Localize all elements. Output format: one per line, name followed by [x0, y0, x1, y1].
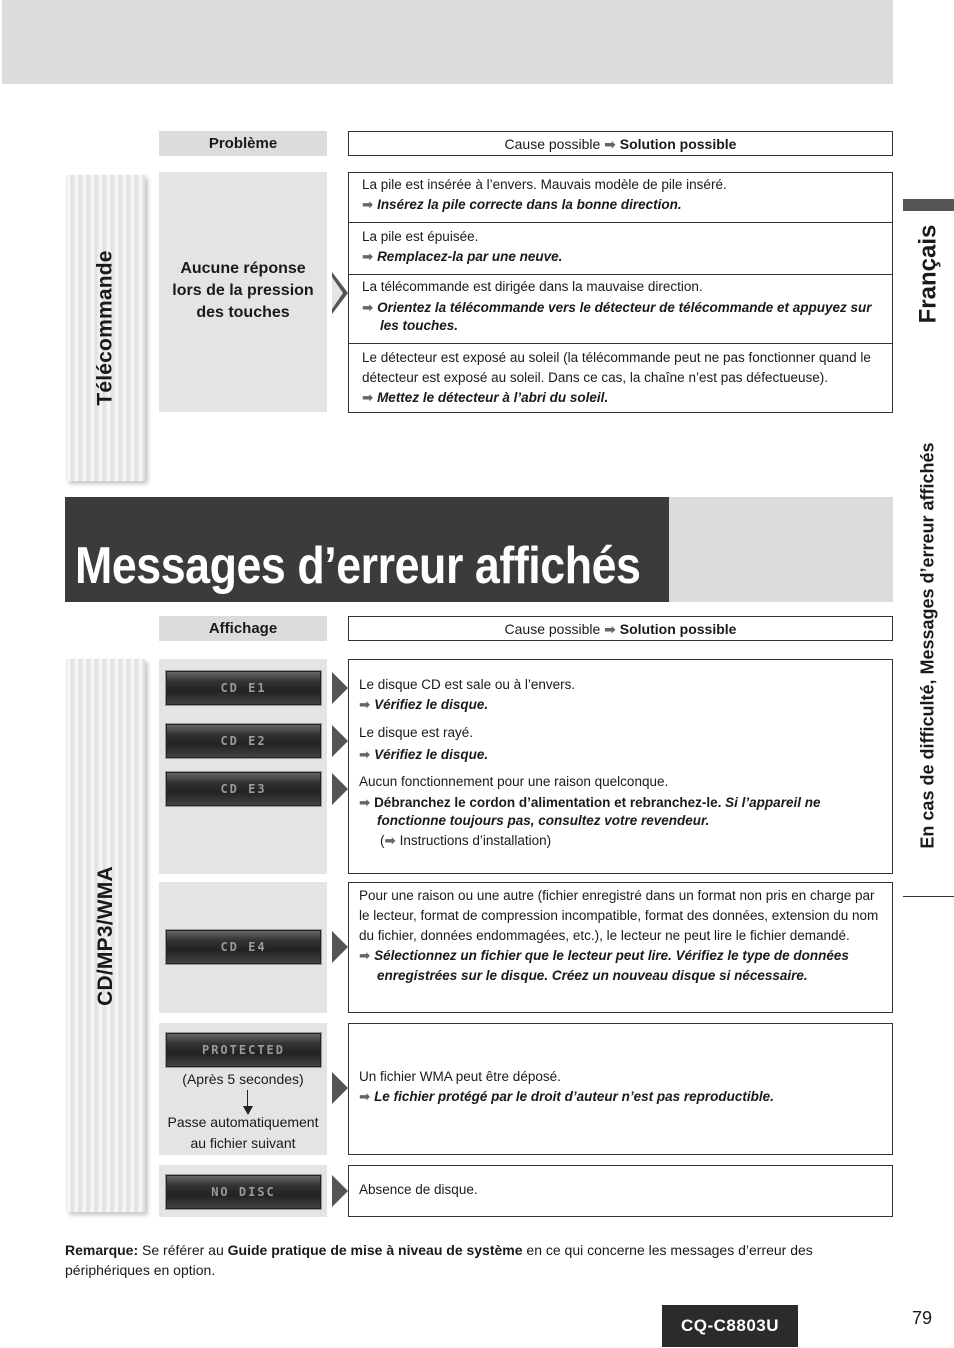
installation-reference: (➡ Instructions d’installation): [380, 833, 552, 848]
problem-column-header: Problème: [159, 131, 327, 156]
nodisc-solutions-box: [348, 1165, 893, 1217]
page-number: 79: [912, 1308, 933, 1328]
row-divider: [349, 222, 892, 223]
cd-e3-row: Aucun fonctionnement pour une raison quelconque. ➡ Débranchez le cordon d’alimentation et rebranchez-le. Si l’appareil ne fonctionne toujours pas, consultez votre revendeur. (➡ Instructions d’installation): [349, 772, 892, 851]
pointer-arrow-icon: [332, 1072, 348, 1104]
cause-solution-header: [348, 131, 893, 156]
cause-header-label: Cause possible: [504, 136, 601, 152]
arrow-right-icon: ➡: [359, 697, 375, 712]
lcd-display-cd-e4: CD E4: [166, 930, 321, 964]
arrow-right-icon: ➡: [359, 1089, 375, 1104]
section-tab-cd: [66, 659, 145, 1212]
arrow-right-icon: ➡: [604, 136, 616, 152]
sidebar-divider: [903, 896, 954, 897]
pointer-arrow-icon: [332, 931, 348, 963]
solution-row-4: Le détecteur est exposé au soleil (la télécommande peut ne pas fonctionner quand le détecteur est exposé au soleil. Dans ce cas, la chaîne n’est pas défectueuse). ➡ Mettez le détecteur à l’abri du soleil.: [362, 350, 871, 405]
lcd-display-protected: PROTECTED: [166, 1033, 321, 1067]
cd-e4-row: Pour une raison ou une autre (fichier enregistré dans un format non pris en charge par le lecteur, format de compression incompatible, format des données, extension du nom du fichier, données endommagées, etc.), le lecteur ne peut lire le fichier demandé. ➡ Sélectionnez un fichier que le lecteur peut lire. Vérifiez le type de données enregistrées sur le disque. Créez un nouveau disque si nécessaire.: [359, 888, 879, 983]
pointer-arrow-inner-icon: [332, 277, 343, 309]
sidebar-subtitle: En cas de difficulté, Messages d’erreur affichés: [918, 441, 938, 849]
after-5-seconds-label: (Après 5 secondes): [182, 1071, 304, 1087]
arrow-right-icon: ➡: [359, 948, 375, 963]
solution-header-label: Solution possible: [619, 621, 737, 637]
row-divider: [349, 343, 892, 344]
cause-solution-header-2: [348, 616, 893, 641]
solution-row-2: La pile est épuisée. ➡ Remplacez-la par une neuve.: [362, 229, 563, 264]
solution-row-3: La télécommande est dirigée dans la mauvaise direction. ➡ Orientez la télécommande vers le détecteur de télécommande et appuyez sur les touches.: [362, 279, 872, 333]
solution-row-1: La pile est insérée à l’envers. Mauvais modèle de pile inséré. ➡ Insérez la pile correcte dans la bonne direction.: [362, 177, 727, 212]
remark-label: Remarque:: [65, 1242, 139, 1258]
sidebar-language: Français: [914, 224, 942, 324]
remote-solutions-box: [348, 172, 893, 413]
header-band: [2, 0, 893, 84]
cause-header-label: Cause possible: [504, 621, 601, 637]
solution-header-label: Solution possible: [619, 136, 737, 152]
lcd-display-cd-e2: CD E2: [166, 724, 321, 758]
sidebar-accent-bar: [903, 199, 954, 211]
pointer-arrow-icon: [332, 672, 348, 704]
cd-e1-row: Le disque CD est sale ou à l’envers. ➡ Vérifiez le disque.: [359, 677, 576, 712]
arrow-right-icon: ➡: [362, 300, 378, 315]
title-band-right: [669, 497, 893, 602]
problem-cell-remote: [159, 172, 327, 412]
display-column-header: Affichage: [159, 616, 327, 641]
lcd-display-cd-e3: CD E3: [166, 772, 321, 806]
cd-e4-solutions-box: [348, 882, 893, 1013]
protected-solutions-box: [348, 1023, 893, 1155]
problem-text: Aucune réponse lors de la pression des touches: [172, 260, 314, 321]
section-label-remote: Télécommande: [93, 250, 117, 406]
cd-e2-row: Le disque est rayé. ➡ Vérifiez le disque.: [359, 725, 489, 762]
arrow-right-icon: ➡: [359, 747, 375, 762]
arrow-right-icon: ➡: [359, 795, 375, 810]
section-tab-remote: [66, 175, 145, 481]
pointer-arrow-icon: [332, 773, 348, 805]
pointer-arrow-icon: [332, 725, 348, 757]
remark-note: Remarque: Se référer au Guide pratique de mise à niveau de système en ce qui concerne les messages d’erreur des périphériques en option.: [65, 1242, 813, 1278]
page-title: Messages d’erreur affichés: [75, 537, 641, 595]
auto-skip-label: Passe automatiquement au fichier suivant: [167, 1114, 319, 1151]
model-badge: CQ-C8803U: [662, 1305, 798, 1347]
row-divider: [349, 274, 892, 275]
page-title-bar: [65, 497, 669, 602]
cd-e1-e3-solutions-box: [348, 659, 893, 874]
pointer-arrow-icon: [332, 1175, 348, 1207]
arrow-right-icon: ➡: [362, 249, 378, 264]
nodisc-row: Absence de disque.: [359, 1182, 478, 1197]
arrow-right-icon: ➡: [604, 621, 616, 637]
section-label-cd: CD/MP3/WMA: [93, 865, 117, 1006]
lcd-display-nodisc: NO DISC: [166, 1175, 321, 1209]
arrow-right-icon: ➡: [362, 390, 378, 405]
lcd-display-cd-e1: CD E1: [166, 671, 321, 705]
protected-row: Un fichier WMA peut être déposé. ➡ Le fichier protégé par le droit d’auteur n’est pas reproductible.: [359, 1069, 774, 1104]
arrow-right-icon: ➡: [384, 833, 396, 848]
arrow-right-icon: ➡: [362, 197, 378, 212]
